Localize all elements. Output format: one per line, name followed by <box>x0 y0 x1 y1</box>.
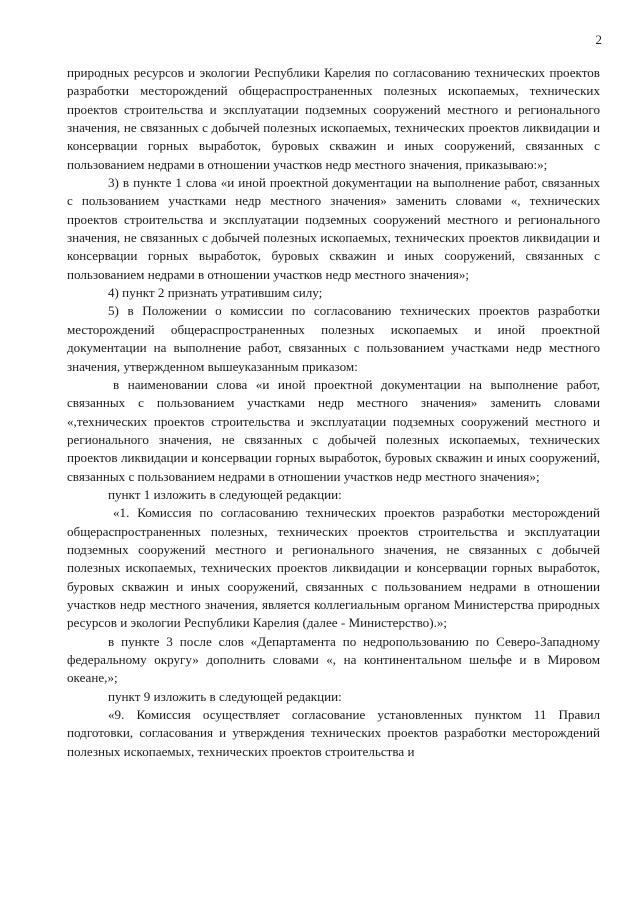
paragraph-point-9-text: «9. Комиссия осуществляет согласование установленных пунктом 11 Правил подготовки, согласования и утверждения технических проектов разработки месторождений полезных ископаемых, технических проектов строительства и <box>67 707 600 759</box>
paragraph-title-change: в наименовании слова «и иной проектной документации на выполнение работ, связанных с пользованием участками недр местного значения» заменить словами «,технических проектов строительства и эксплуатации подземных сооружений местного и регионального значения, не связанных с добычей полезных ископаемых, технических проектов ликвидации и консервации горных выработок, буровых скважин и иных сооружений, связанных с пользованием недрами в отношении участков недр местного значения»; <box>67 376 600 484</box>
page-number: 2 <box>595 32 602 47</box>
paragraph-point-9-intro: пункт 9 изложить в следующей редакции: <box>108 688 342 704</box>
paragraph-item-3: 3) в пункте 1 слова «и иной проектной документации на выполнение работ, связанных с пользованием участками недр местного значения» заменить словами «, технических проектов строительства и эксплуатации подземных сооружений местного и регионального значения, не связанных с добычей полезных ископаемых, технических проектов ликвидации и консервации горных выработок, буровых скважин и иных сооружений, связанных с пользованием недрами в отношении участков недр местного значения»; <box>67 175 600 282</box>
document-body <box>67 64 600 761</box>
paragraph-point-1-intro: пункт 1 изложить в следующей редакции: <box>108 486 342 502</box>
paragraph-item-4: 4) пункт 2 признать утратившим силу; <box>108 285 323 301</box>
paragraph-point-3-change: в пункте 3 после слов «Департамента по недропользованию по Северо-Западному федеральному округу» дополнить словами «, на континентальном шельфе и в Мировом океане,»; <box>67 633 600 686</box>
paragraph-point-1-text: «1. Комиссия по согласованию технических проектов разработки месторождений общераспространенных полезных, технических проектов строительства и эксплуатации подземных сооружений местного и регионального значения, не связанных с добычей полезных ископаемых, технических проектов ликвидации и консервации горных выработок, буровых скважин и иных сооружений, связанных с пользованием недрами в отношении участков недр местного значения, является коллегиальным органом Министерства природных ресурсов и экологии Республики Карелия (далее - Министерство).»; <box>67 505 600 631</box>
paragraph-continuation: природных ресурсов и экологии Республики Карелия по согласованию технических проектов разработки месторождений общераспространенных полезных ископаемых, технических проектов строительства и эксплуатации подземных сооружений местного и регионального значения, не связанных с добычей полезных ископаемых, технических проектов ликвидации и консервации горных выработок, буровых скважин и иных сооружений, связанных с пользованием недрами в отношении участков недр местного значения, приказываю:»; <box>67 65 600 172</box>
paragraph-item-5: 5) в Положении о комиссии по согласованию технических проектов разработки месторождений общераспространенных полезных ископаемых и иной проектной документации на выполнение работ, связанных с пользованием участками недр местного значения, утвержденном вышеуказанным приказом: <box>67 303 600 374</box>
